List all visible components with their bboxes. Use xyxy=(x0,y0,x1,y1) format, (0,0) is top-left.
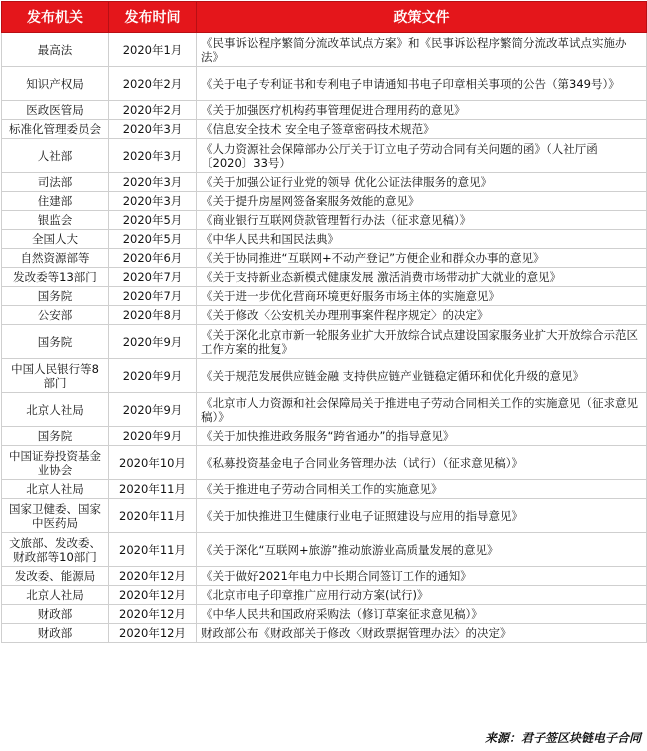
document-cell: 《关于提升房屋网签备案服务效能的意见》 xyxy=(197,192,647,211)
agency-cell: 北京人社局 xyxy=(2,586,109,605)
agency-cell: 知识产权局 xyxy=(2,67,109,101)
agency-cell: 人社部 xyxy=(2,139,109,173)
date-cell: 2020年7月 xyxy=(109,287,197,306)
table-header-row xyxy=(2,2,647,33)
document-cell: 《关于加快推进卫生健康行业电子证照建设与应用的指导意见》 xyxy=(197,499,647,533)
document-cell: 《北京市人力资源和社会保障局关于推进电子劳动合同相关工作的实施意见（征求意见稿）》 xyxy=(197,393,647,427)
date-cell: 2020年2月 xyxy=(109,101,197,120)
agency-cell: 国家卫健委、国家中医药局 xyxy=(2,499,109,533)
table-row xyxy=(2,67,647,101)
agency-cell: 发改委等13部门 xyxy=(2,268,109,287)
document-cell: 《关于规范发展供应链金融 支持供应链产业链稳定循环和优化升级的意见》 xyxy=(197,359,647,393)
document-cell: 《关于支持新业态新模式健康发展 激活消费市场带动扩大就业的意见》 xyxy=(197,268,647,287)
source-caption: 来源：君子签区块链电子合同 xyxy=(484,731,641,745)
agency-cell: 财政部 xyxy=(2,605,109,624)
date-cell: 2020年3月 xyxy=(109,173,197,192)
agency-cell: 自然资源部等 xyxy=(2,249,109,268)
document-cell: 《关于修改〈公安机关办理刑事案件程序规定〉的决定》 xyxy=(197,306,647,325)
agency-cell: 中国证券投资基金业协会 xyxy=(2,446,109,480)
table-row xyxy=(2,230,647,249)
policy-table xyxy=(1,1,647,643)
document-cell: 《中华人民共和国政府采购法（修订草案征求意见稿）》 xyxy=(197,605,647,624)
agency-cell: 标准化管理委员会 xyxy=(2,120,109,139)
table-row xyxy=(2,359,647,393)
table-row xyxy=(2,120,647,139)
table-row xyxy=(2,33,647,67)
agency-cell: 银监会 xyxy=(2,211,109,230)
document-cell: 《关于加快推进政务服务“跨省通办”的指导意见》 xyxy=(197,427,647,446)
document-cell: 《关于进一步优化营商环境更好服务市场主体的实施意见》 xyxy=(197,287,647,306)
document-cell: 《关于做好2021年电力中长期合同签订工作的通知》 xyxy=(197,567,647,586)
document-cell: 财政部公布《财政部关于修改〈财政票据管理办法〉的决定》 xyxy=(197,624,647,643)
date-cell: 2020年11月 xyxy=(109,499,197,533)
document-cell: 《中华人民共和国民法典》 xyxy=(197,230,647,249)
date-cell: 2020年12月 xyxy=(109,567,197,586)
header-date: 发布时间 xyxy=(109,2,197,33)
document-cell: 《商业银行互联网贷款管理暂行办法（征求意见稿）》 xyxy=(197,211,647,230)
agency-cell: 医政医管局 xyxy=(2,101,109,120)
agency-cell: 北京人社局 xyxy=(2,480,109,499)
document-cell: 《关于电子专利证书和专利电子申请通知书电子印章相关事项的公告（第349号）》 xyxy=(197,67,647,101)
date-cell: 2020年3月 xyxy=(109,139,197,173)
document-cell: 《关于加强医疗机构药事管理促进合理用药的意见》 xyxy=(197,101,647,120)
header-agency: 发布机关 xyxy=(2,2,109,33)
table-row xyxy=(2,586,647,605)
date-cell: 2020年9月 xyxy=(109,393,197,427)
document-cell: 《私募投资基金电子合同业务管理办法（试行）（征求意见稿）》 xyxy=(197,446,647,480)
table-row xyxy=(2,287,647,306)
document-cell: 《关于深化“互联网+旅游”推动旅游业高质量发展的意见》 xyxy=(197,533,647,567)
date-cell: 2020年9月 xyxy=(109,325,197,359)
agency-cell: 最高法 xyxy=(2,33,109,67)
document-cell: 《人力资源社会保障部办公厅关于订立电子劳动合同有关问题的函》（人社厅函〔2020〕33号） xyxy=(197,139,647,173)
agency-cell: 文旅部、发改委、财政部等10部门 xyxy=(2,533,109,567)
date-cell: 2020年9月 xyxy=(109,427,197,446)
table-row xyxy=(2,480,647,499)
table-row xyxy=(2,427,647,446)
agency-cell: 国务院 xyxy=(2,427,109,446)
agency-cell: 国务院 xyxy=(2,287,109,306)
table-row xyxy=(2,192,647,211)
table-row xyxy=(2,211,647,230)
document-cell: 《关于推进电子劳动合同相关工作的实施意见》 xyxy=(197,480,647,499)
document-cell: 《关于协同推进“互联网+不动产登记”方便企业和群众办事的意见》 xyxy=(197,249,647,268)
agency-cell: 财政部 xyxy=(2,624,109,643)
table-row xyxy=(2,605,647,624)
table-row xyxy=(2,393,647,427)
date-cell: 2020年6月 xyxy=(109,249,197,268)
agency-cell: 北京人社局 xyxy=(2,393,109,427)
table-row xyxy=(2,268,647,287)
document-cell: 《民事诉讼程序繁简分流改革试点方案》和《民事诉讼程序繁简分流改革试点实施办法》 xyxy=(197,33,647,67)
agency-cell: 住建部 xyxy=(2,192,109,211)
table-row xyxy=(2,446,647,480)
date-cell: 2020年1月 xyxy=(109,33,197,67)
table-row xyxy=(2,567,647,586)
agency-cell: 国务院 xyxy=(2,325,109,359)
agency-cell: 公安部 xyxy=(2,306,109,325)
table-row xyxy=(2,306,647,325)
header-document: 政策文件 xyxy=(197,2,647,33)
table-row xyxy=(2,624,647,643)
date-cell: 2020年3月 xyxy=(109,120,197,139)
date-cell: 2020年7月 xyxy=(109,268,197,287)
date-cell: 2020年10月 xyxy=(109,446,197,480)
date-cell: 2020年3月 xyxy=(109,192,197,211)
document-cell: 《信息安全技术 安全电子签章密码技术规范》 xyxy=(197,120,647,139)
table-row xyxy=(2,533,647,567)
document-cell: 《北京市电子印章推广应用行动方案(试行)》 xyxy=(197,586,647,605)
agency-cell: 司法部 xyxy=(2,173,109,192)
date-cell: 2020年2月 xyxy=(109,67,197,101)
date-cell: 2020年5月 xyxy=(109,211,197,230)
table-row xyxy=(2,139,647,173)
agency-cell: 全国人大 xyxy=(2,230,109,249)
agency-cell: 发改委、能源局 xyxy=(2,567,109,586)
table-row xyxy=(2,101,647,120)
date-cell: 2020年12月 xyxy=(109,624,197,643)
table-body xyxy=(2,33,647,643)
document-cell: 《关于加强公证行业党的领导 优化公证法律服务的意见》 xyxy=(197,173,647,192)
agency-cell: 中国人民银行等8部门 xyxy=(2,359,109,393)
date-cell: 2020年9月 xyxy=(109,359,197,393)
table-row xyxy=(2,173,647,192)
date-cell: 2020年11月 xyxy=(109,480,197,499)
date-cell: 2020年8月 xyxy=(109,306,197,325)
date-cell: 2020年12月 xyxy=(109,605,197,624)
date-cell: 2020年5月 xyxy=(109,230,197,249)
date-cell: 2020年12月 xyxy=(109,586,197,605)
table-row xyxy=(2,249,647,268)
date-cell: 2020年11月 xyxy=(109,533,197,567)
document-cell: 《关于深化北京市新一轮服务业扩大开放综合试点建设国家服务业扩大开放综合示范区工作方案的批复》 xyxy=(197,325,647,359)
table-row xyxy=(2,325,647,359)
table-row xyxy=(2,499,647,533)
